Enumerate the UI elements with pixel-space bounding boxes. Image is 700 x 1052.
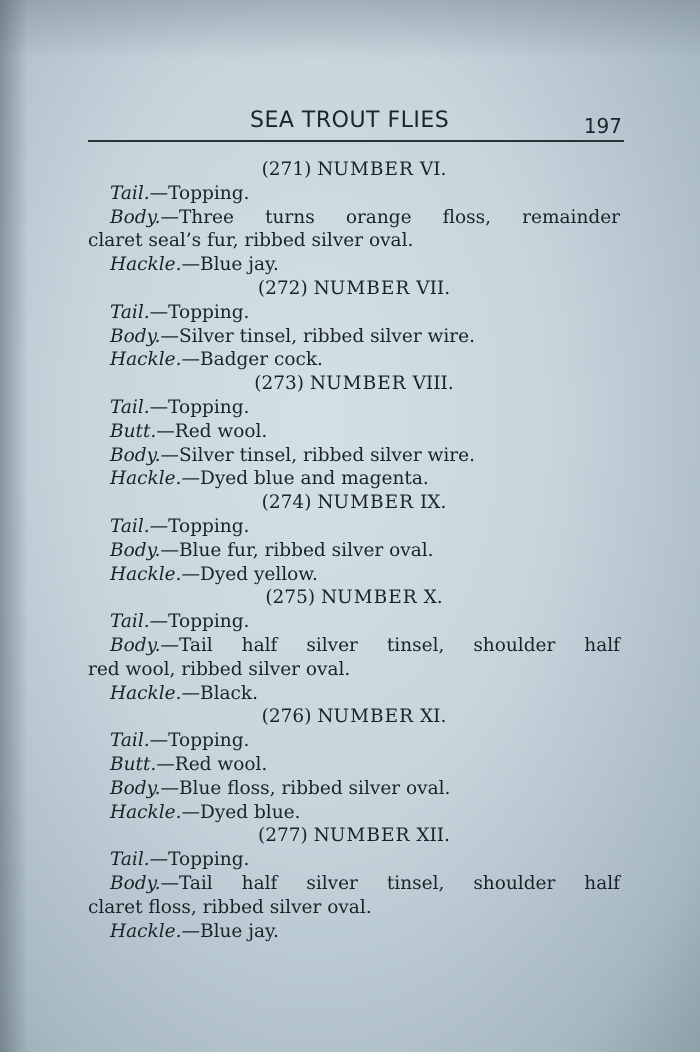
fly-roman-numeral: VII. [416,277,451,299]
dressing-text: —Blue jay. [181,254,279,276]
page-top-shadow [0,0,700,60]
page-header [88,104,624,150]
fly-dressing-line [88,729,620,753]
dressing-text: —Blue fur, ribbed silver oval. [160,539,434,561]
fly-dressing-line [88,301,620,325]
fly-heading [88,491,620,515]
fly-heading [88,372,620,396]
dressing-text: —Dyed blue and magenta. [181,468,429,490]
fly-name-prefix: N [317,492,334,514]
dressing-label: Tail. [110,182,150,204]
dressing-text: —Topping. [149,301,250,323]
dressing-text: —Dyed yellow. [181,563,318,585]
fly-dressing-line [88,182,620,206]
fly-name-prefix: N [313,277,330,299]
fly-name-smallcaps: UMBER [333,492,415,514]
fly-name-smallcaps: UMBER [329,825,411,847]
dressing-text: —Topping. [149,182,250,204]
header-rule [88,140,624,142]
fly-name-prefix: N [309,373,327,395]
dressing-label: Butt. [110,753,157,775]
dressing-label: Tail. [110,301,150,323]
fly-dressing-line [88,396,620,420]
dressing-continuation: claret floss, ribbed silver oval. [88,896,372,918]
dressing-continuation: red wool, ribbed silver oval. [88,658,351,680]
dressing-text: —Topping. [149,611,250,633]
running-title: SEA TROUT FLIES [250,108,450,133]
dressing-label: Tail. [110,730,150,752]
dressing-label: Body. [110,539,161,561]
fly-number: (275) [265,587,316,609]
fly-dressing-line [88,753,620,777]
fly-dressing-line [88,563,620,587]
dressing-text: —Silver tinsel, ribbed silver wire. [160,325,475,347]
dressing-text: —Red wool. [156,420,268,442]
dressing-text: —Silver tinsel, ribbed silver wire. [160,444,475,466]
fly-dressing-line [88,444,620,468]
fly-roman-numeral: IX. [419,492,447,514]
dressing-label: Tail. [110,515,150,537]
fly-dressing-line [88,253,620,277]
fly-name-smallcaps: UMBER [333,159,414,180]
fly-roman-numeral: X. [423,587,443,609]
fly-heading [88,158,620,182]
fly-dressing-line [88,634,620,658]
fly-roman-numeral: XI. [419,706,447,728]
fly-name-smallcaps: UMBER [329,277,411,299]
fly-heading [88,277,620,301]
dressing-label: Body. [110,206,161,228]
dressing-label: Butt. [110,420,157,442]
dressing-text: —Tail half silver tinsel, shoulder half [160,634,620,656]
dressing-text: —Dyed blue. [181,801,301,823]
dressing-label: Hackle. [110,254,182,276]
dressing-text: —Black. [181,682,258,704]
fly-number: (273) [254,373,305,395]
dressing-text: —Topping. [149,396,250,418]
dressing-label: Body. [110,777,161,799]
fly-name-prefix: N [317,706,334,728]
fly-name-smallcaps: UMBER [333,706,415,728]
fly-dressing-line [88,920,620,944]
fly-roman-numeral: VI. [419,159,447,180]
dressing-label: Hackle. [110,682,182,704]
dressing-text: —Blue floss, ribbed silver oval. [160,777,451,799]
fly-dressing-line [88,801,620,825]
fly-dressing-line [88,872,620,896]
fly-name-prefix: N [313,825,330,847]
dressing-label: Hackle. [110,920,182,942]
fly-dressing-line [88,206,620,230]
fly-dressing-line [88,420,620,444]
fly-dressing-line [88,515,620,539]
fly-dressing-line [88,348,620,372]
dressing-text: —Blue jay. [181,920,279,942]
fly-dressing-line [88,610,620,634]
dressing-text: —Topping. [149,730,250,752]
fly-number: (271) [261,159,312,180]
fly-name-prefix: N [317,159,334,180]
dressing-continuation: claret seal’s fur, ribbed silver oval. [88,230,414,252]
dressing-text: —Three turns orange floss, remainder [160,206,620,228]
fly-number: (274) [261,492,312,514]
dressing-text: —Tail half silver tinsel, shoulder half [160,872,620,894]
fly-number: (272) [257,277,308,299]
fly-heading [88,586,620,610]
dressing-text: —Red wool. [156,753,268,775]
dressing-label: Body. [110,325,161,347]
fly-dressing-line [88,848,620,872]
dressing-label: Hackle. [110,468,182,490]
dressing-text: —Topping. [149,849,250,871]
dressing-label: Hackle. [110,801,182,823]
dressing-label: Body. [110,872,161,894]
dressing-text: —Badger cock. [181,349,323,371]
fly-heading [88,705,620,729]
dressing-label: Tail. [110,611,150,633]
fly-dressing-line [88,467,620,491]
fly-roman-numeral: XII. [416,825,450,847]
fly-dressing-line [88,539,620,563]
dressing-label: Hackle. [110,349,182,371]
fly-dressing-line [88,777,620,801]
fly-dressing-line [88,325,620,349]
page-gutter-shadow [0,0,28,1052]
fly-number: (276) [261,706,312,728]
dressing-label: Tail. [110,396,150,418]
fly-heading [88,824,620,848]
fly-roman-numeral: VIII. [412,373,454,395]
dressing-label: Tail. [110,849,150,871]
fly-name-smallcaps: UMBER [337,587,418,609]
page-number: 197 [583,114,622,138]
dressing-label: Hackle. [110,563,182,585]
dressing-label: Body. [110,444,161,466]
fly-number: (277) [258,825,308,847]
fly-name-smallcaps: UMBER [326,373,407,395]
fly-name-prefix: N [320,587,338,609]
dressing-label: Body. [110,634,161,656]
dressing-text: —Topping. [149,515,250,537]
fly-list [88,158,620,943]
fly-dressing-line [88,682,620,706]
